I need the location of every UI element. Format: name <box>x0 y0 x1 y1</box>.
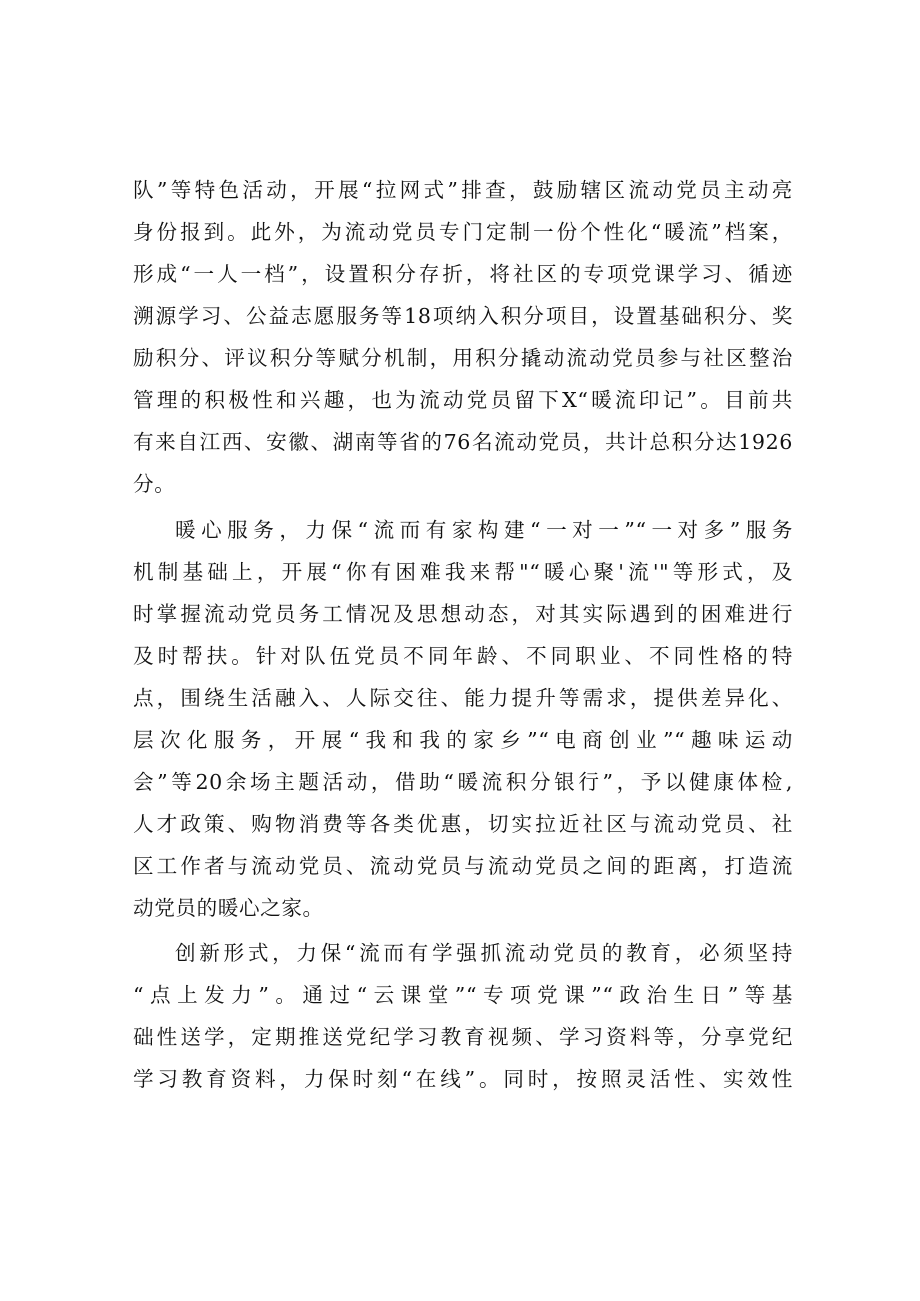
paragraph-1 <box>133 169 793 505</box>
text-line: 人才政策、购物消费等各类优惠，切实拉近社区与流动党员、社 <box>133 812 793 836</box>
text-line: 分。 <box>133 472 176 496</box>
text-line: 有来自江西、安徽、湖南等省的76名流动党员，共计总积分达1926 <box>133 430 793 454</box>
text-line: 管理的积极性和兴趣，也为流动党员留下X“暖流印记”。目前共 <box>133 388 793 412</box>
text-line: 层次化服务，开展“我和我的家乡”“电商创业”“趣味运动 <box>133 728 793 752</box>
text-line: 础性送学，定期推送党纪学习教育视频、学习资料等，分享党纪 <box>133 1025 793 1049</box>
text-line: 励积分、评议积分等赋分机制，用积分撬动流动党员参与社区整治 <box>133 346 793 370</box>
text-line: 学习教育资料，力保时刻“在线”。同时，按照灵活性、实效性 <box>133 1067 793 1091</box>
text-line: 区工作者与流动党员、流动党员与流动党员之间的距离，打造流 <box>133 854 793 878</box>
paragraph-2 <box>133 509 793 929</box>
text-line: 暖心服务，力保“流而有家构建“一对一”“一对多”服务 <box>175 518 793 542</box>
paragraph-3 <box>133 932 793 1100</box>
text-line: “点上发力”。通过“云课堂”“专项党课”“政治生日”等基 <box>133 983 793 1007</box>
text-line: 及时帮扶。针对队伍党员不同年龄、不同职业、不同性格的特 <box>133 644 793 668</box>
text-line: 溯源学习、公益志愿服务等18项纳入积分项目，设置基础积分、奖 <box>133 304 793 328</box>
text-line: 创新形式，力保“流而有学强抓流动党员的教育，必须坚持 <box>175 941 793 965</box>
text-line: 点，围绕生活融入、人际交往、能力提升等需求，提供差异化、 <box>133 686 793 710</box>
text-line: 时掌握流动党员务工情况及思想动态，对其实际遇到的困难进行 <box>133 602 793 626</box>
text-line: 形成“一人一档”，设置积分存折，将社区的专项党课学习、循迹 <box>133 262 793 286</box>
text-line: 会”等20余场主题活动，借助“暖流积分银行”，予以健康体检, <box>133 770 793 794</box>
text-line: 身份报到。此外，为流动党员专门定制一份个性化“暖流”档案， <box>133 220 793 244</box>
text-line: 机制基础上，开展“你有困难我来帮"“暖心聚'流'"等形式，及 <box>133 560 793 584</box>
text-line: 动党员的暖心之家。 <box>133 896 324 920</box>
text-line: 队”等特色活动，开展“拉网式”排查，鼓励辖区流动党员主动亮 <box>133 178 793 202</box>
